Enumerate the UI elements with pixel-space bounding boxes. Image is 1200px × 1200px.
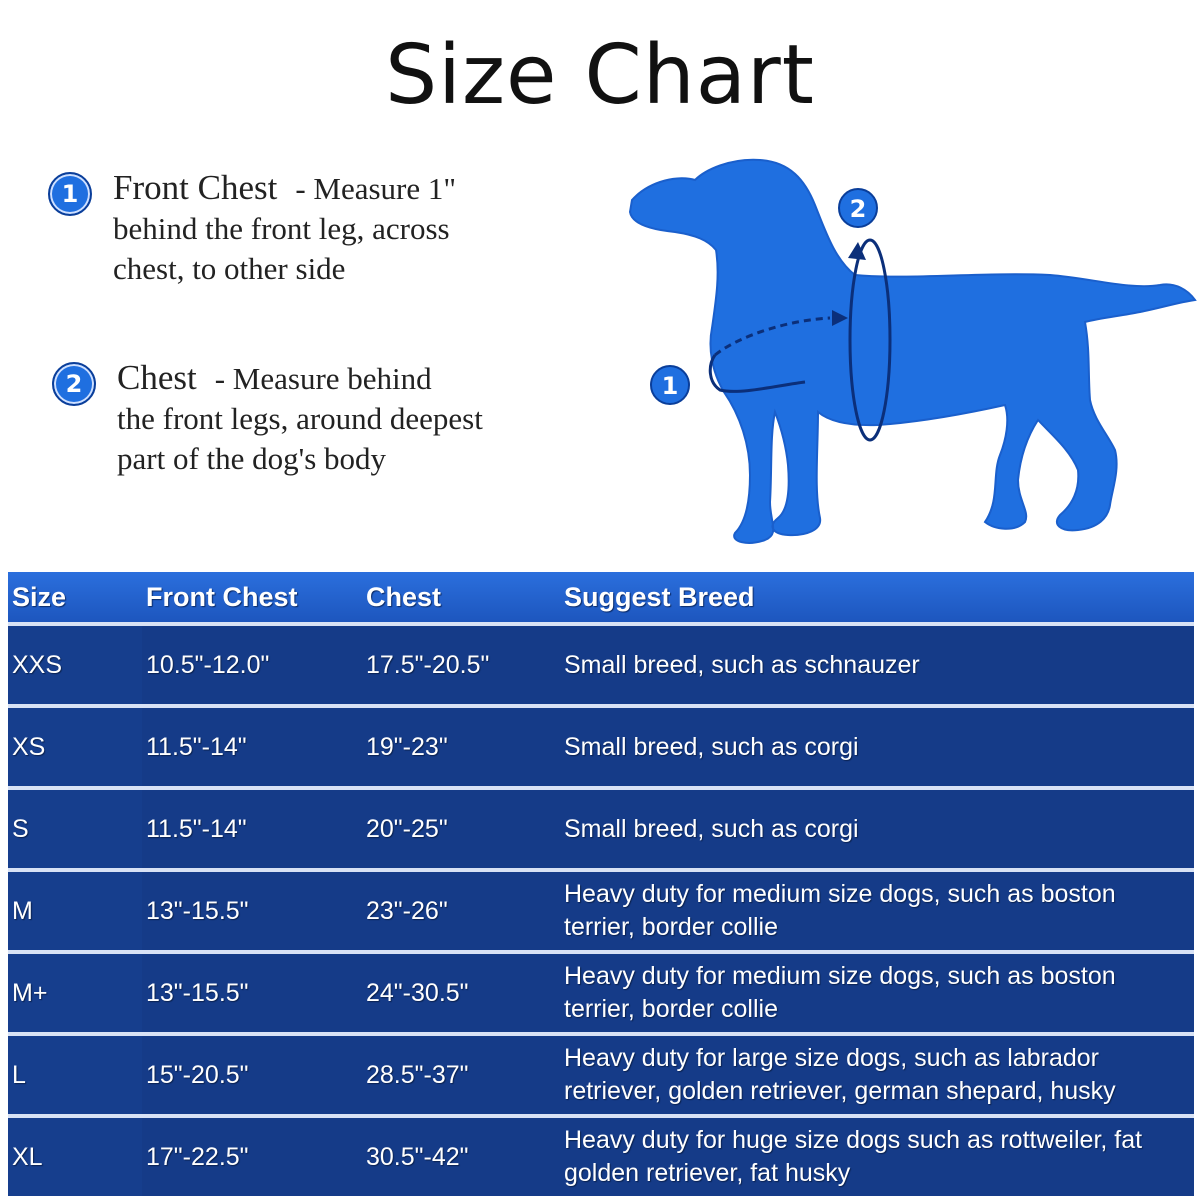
breed-cell: Heavy duty for medium size dogs, such as boston terrier, border collie — [560, 952, 1194, 1034]
chest-cell: 30.5"-42" — [362, 1116, 560, 1196]
table-row — [8, 1116, 1194, 1196]
size-cell: XL — [8, 1116, 142, 1196]
chest-cell: 20"-25" — [362, 788, 560, 870]
breed-cell: Heavy duty for huge size dogs such as rottweiler, fat golden retriever, fat husky — [560, 1116, 1194, 1196]
chest-cell: 17.5"-20.5" — [362, 624, 560, 706]
size-cell: M — [8, 870, 142, 952]
chest-line-2: the front legs, around deepest — [117, 401, 483, 436]
front-chest-cell: 11.5"-14" — [142, 706, 362, 788]
dog-measurement-diagram — [620, 150, 1200, 550]
table-row — [8, 952, 1194, 1034]
chest-cell: 24"-30.5" — [362, 952, 560, 1034]
front-chest-cell: 10.5"-12.0" — [142, 624, 362, 706]
breed-cell: Small breed, such as corgi — [560, 788, 1194, 870]
table-header-row — [8, 572, 1194, 624]
chest-instruction — [117, 358, 483, 479]
front-chest-heading: Front Chest — [113, 168, 278, 207]
size-cell: XS — [8, 706, 142, 788]
page-title: Size Chart — [385, 28, 815, 123]
front-chest-line-2: behind the front leg, across — [113, 211, 450, 246]
front-chest-instruction — [113, 168, 456, 289]
front-chest-cell: 11.5"-14" — [142, 788, 362, 870]
chest-line-1: - Measure behind — [214, 361, 432, 396]
table-row — [8, 870, 1194, 952]
header-front-chest: Front Chest — [142, 572, 362, 624]
front-chest-cell: 13"-15.5" — [142, 870, 362, 952]
breed-cell: Heavy duty for medium size dogs, such as boston terrier, border collie — [560, 870, 1194, 952]
table-row — [8, 706, 1194, 788]
table-row — [8, 788, 1194, 870]
dog-silhouette-icon — [630, 160, 1195, 543]
front-chest-marker-label: 1 — [661, 372, 679, 400]
chest-heading: Chest — [117, 358, 197, 397]
front-chest-cell: 15"-20.5" — [142, 1034, 362, 1116]
size-cell: XXS — [8, 624, 142, 706]
table-row — [8, 624, 1194, 706]
breed-cell: Small breed, such as schnauzer — [560, 624, 1194, 706]
header-suggest-breed: Suggest Breed — [560, 572, 1194, 624]
diagram-marker-two-icon — [839, 189, 877, 227]
breed-cell: Small breed, such as corgi — [560, 706, 1194, 788]
size-cell: S — [8, 788, 142, 870]
front-chest-cell: 13"-15.5" — [142, 952, 362, 1034]
diagram-marker-one-icon — [651, 366, 689, 404]
front-chest-cell: 17"-22.5" — [142, 1116, 362, 1196]
header-chest: Chest — [362, 572, 560, 624]
front-chest-line-1: - Measure 1" — [295, 171, 457, 206]
chest-cell: 19"-23" — [362, 706, 560, 788]
chest-cell: 23"-26" — [362, 870, 560, 952]
number-one-badge-icon: 1 — [48, 172, 92, 216]
table-row — [8, 1034, 1194, 1116]
breed-cell: Heavy duty for large size dogs, such as labrador retriever, golden retriever, german shepard, husky — [560, 1034, 1194, 1116]
chest-line-3: part of the dog's body — [117, 441, 387, 476]
number-two-badge-icon: 2 — [52, 362, 96, 406]
size-table — [8, 572, 1194, 1196]
chest-marker-label: 2 — [849, 195, 867, 223]
header-size: Size — [8, 572, 142, 624]
size-cell: L — [8, 1034, 142, 1116]
size-cell: M+ — [8, 952, 142, 1034]
front-chest-line-3: chest, to other side — [113, 251, 346, 286]
chest-cell: 28.5"-37" — [362, 1034, 560, 1116]
